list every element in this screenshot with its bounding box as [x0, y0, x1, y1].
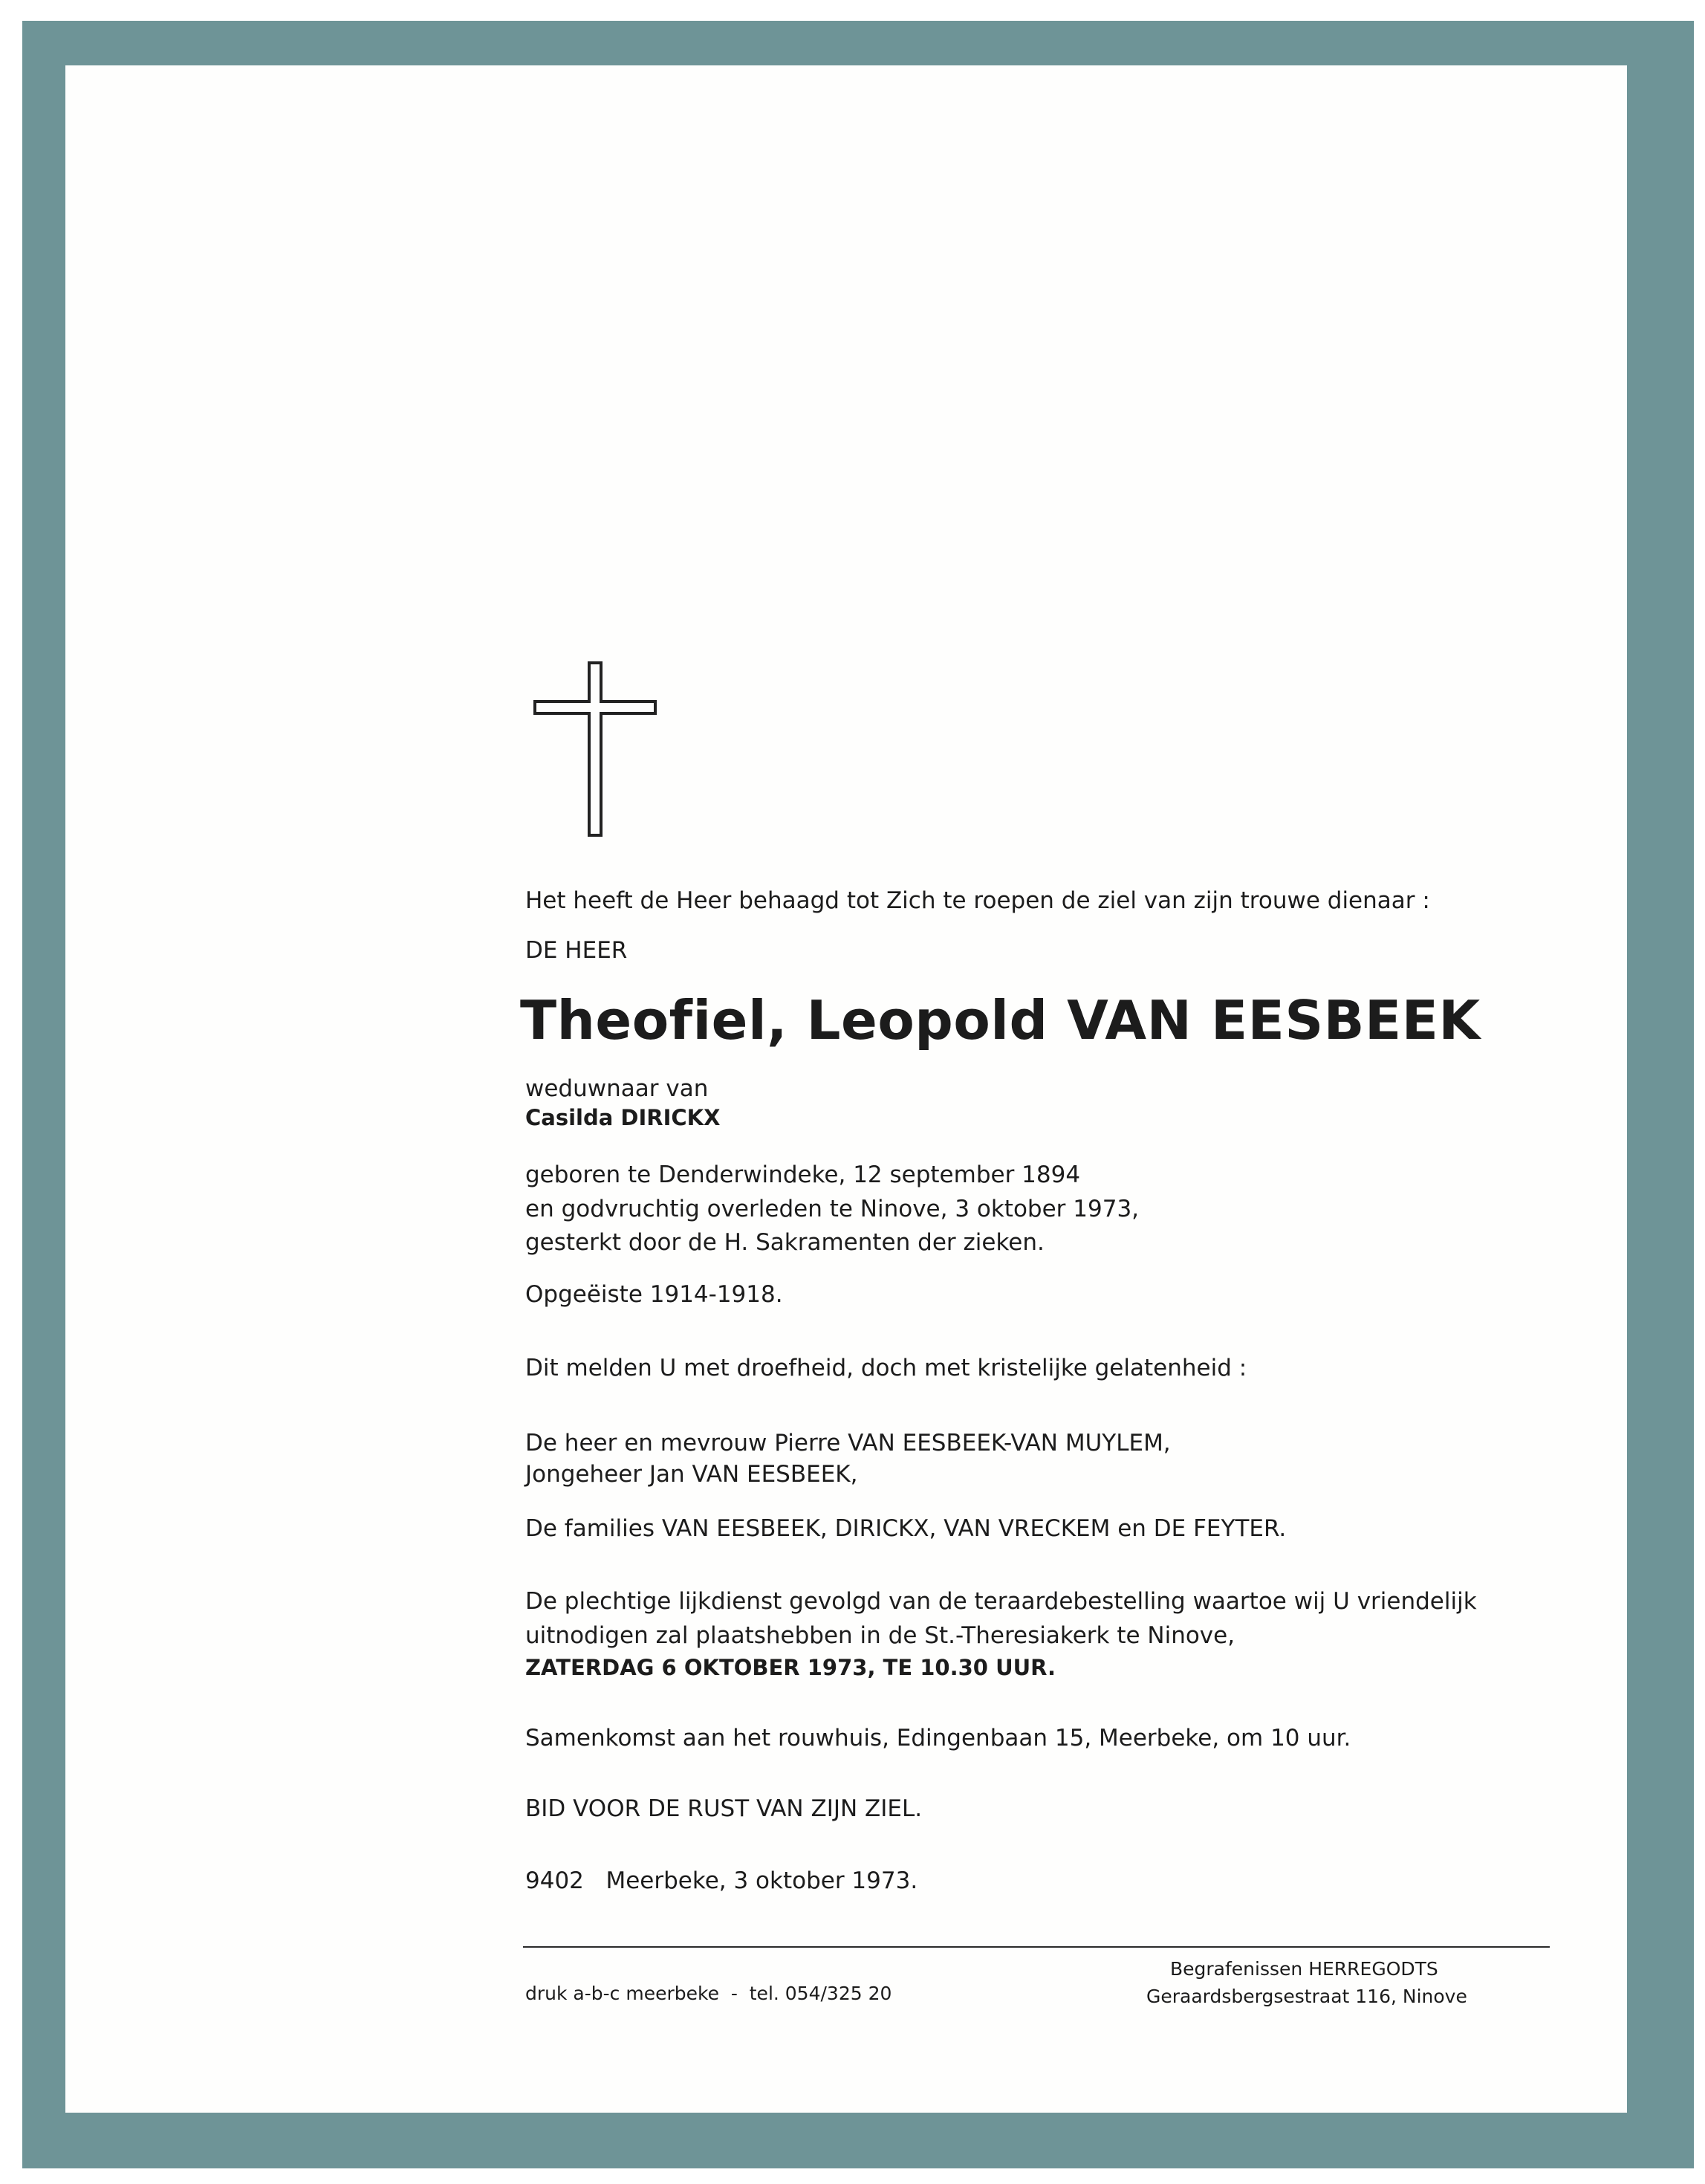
- printer-credit: druk a-b-c meerbeke - tel. 054/325 20: [525, 1983, 892, 2004]
- widower-label: weduwnaar van: [525, 1075, 709, 1102]
- death-line: en godvruchtig overleden te Ninove, 3 oktober 1973,: [525, 1196, 1140, 1222]
- announcement: Dit melden U met droefheid, doch met kristelijke gelatenheid :: [525, 1355, 1247, 1381]
- footer-divider: [523, 1946, 1550, 1948]
- cross-icon: [532, 660, 658, 838]
- intro-text: Het heeft de Heer behaagd tot Zich te roepen de ziel van zijn trouwe dienaar :: [525, 887, 1430, 914]
- prayer-line: BID VOOR DE RUST VAN ZIJN ZIEL.: [525, 1795, 923, 1822]
- families-line: De families VAN EESBEEK, DIRICKX, VAN VRECKEM en DE FEYTER.: [525, 1515, 1287, 1542]
- undertaker-address: Geraardsbergsestraat 116, Ninove: [1146, 1986, 1467, 2007]
- place-date-line: 9402 Meerbeke, 3 oktober 1973.: [525, 1867, 918, 1894]
- birth-line: geboren te Denderwindeke, 12 september 1894: [525, 1161, 1081, 1188]
- title-prefix: DE HEER: [525, 937, 628, 964]
- spouse-name: Casilda DIRICKX: [525, 1105, 721, 1130]
- sacraments-line: gesterkt door de H. Sakramenten der zieken.: [525, 1229, 1045, 1256]
- gathering-line: Samenkomst aan het rouwhuis, Edingenbaan 15, Meerbeke, om 10 uur.: [525, 1725, 1351, 1752]
- undertaker-name: Begrafenissen HERREGODTS: [1170, 1958, 1438, 1980]
- deceased-name: Theofiel, Leopold VAN EESBEEK: [520, 989, 1481, 1052]
- service-date: ZATERDAG 6 OKTOBER 1973, TE 10.30 UUR.: [525, 1655, 1056, 1680]
- family-line-2: Jongeheer Jan VAN EESBEEK,: [525, 1461, 858, 1488]
- service-line-2: uitnodigen zal plaatshebben in de St.-Theresiakerk te Ninove,: [525, 1622, 1235, 1649]
- family-line-1: De heer en mevrouw Pierre VAN EESBEEK-VAN MUYLEM,: [525, 1430, 1171, 1456]
- service-line-1: De plechtige lijkdienst gevolgd van de teraardebestelling waartoe wij U vriendelijk: [525, 1588, 1477, 1615]
- conscript-line: Opgeëiste 1914-1918.: [525, 1281, 783, 1308]
